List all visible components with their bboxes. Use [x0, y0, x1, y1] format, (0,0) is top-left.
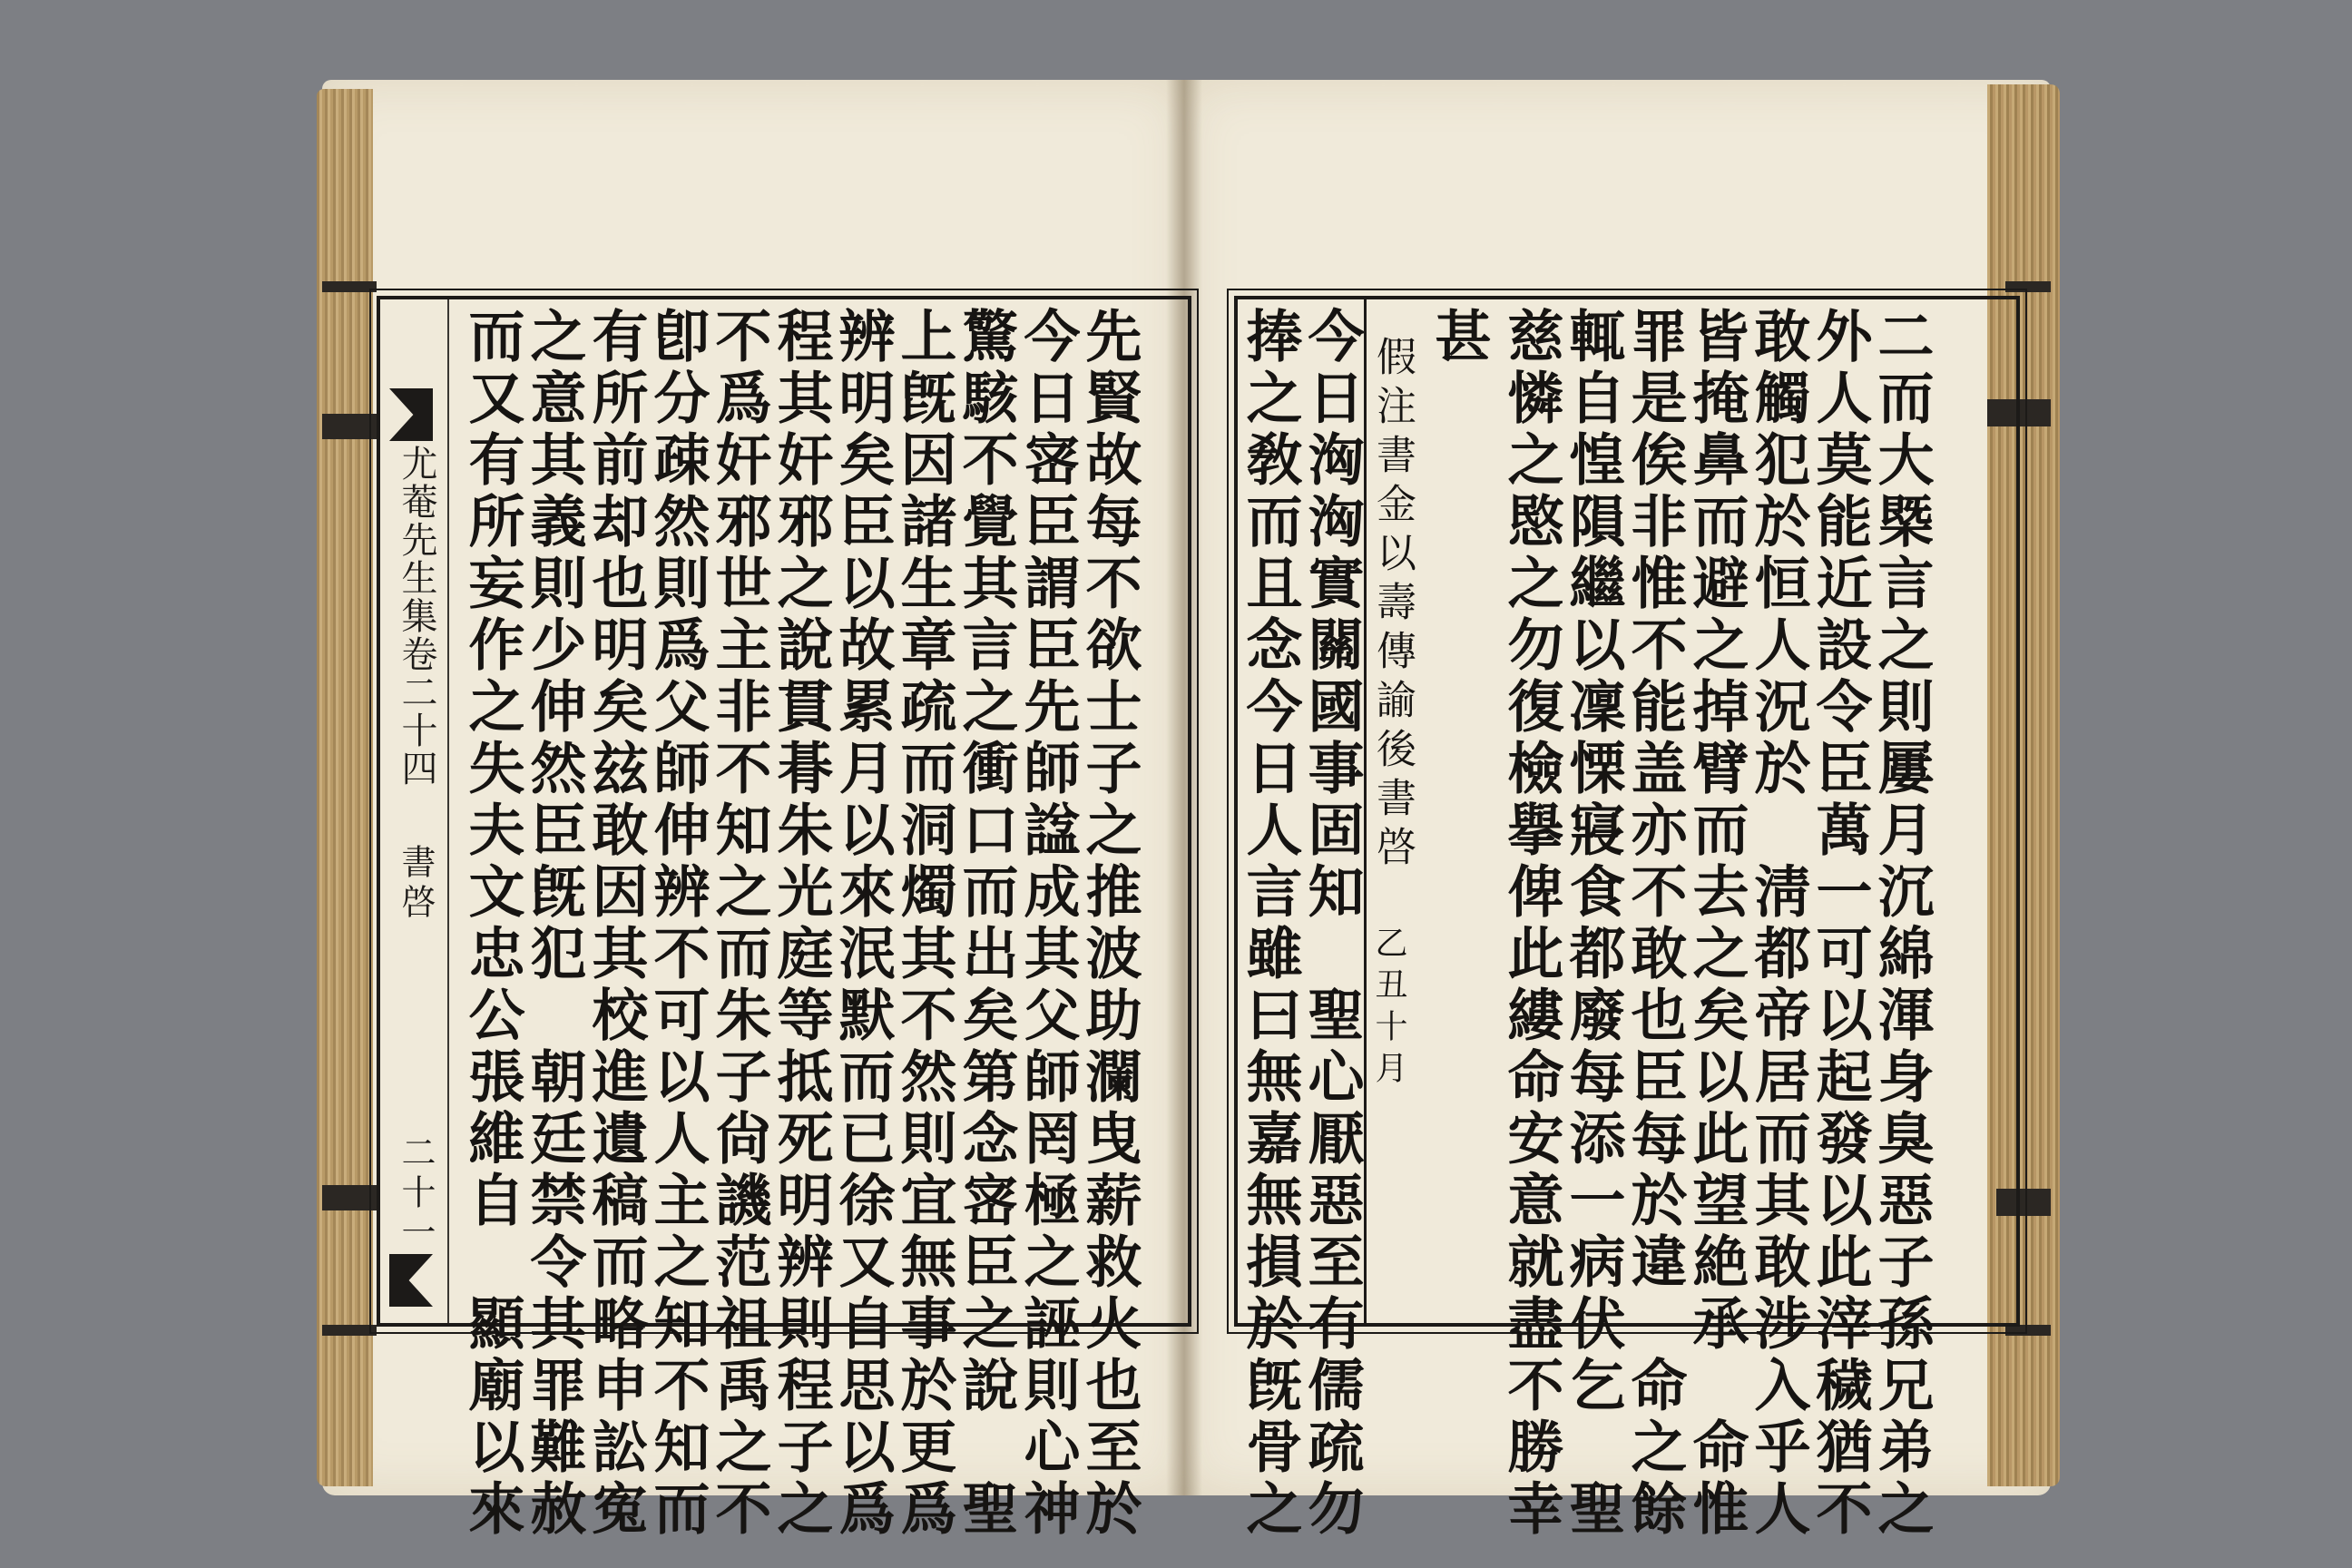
text-column: 而又有所妄作之失夫文忠公張維自 顯廟以來: [459, 307, 525, 1541]
boxed-text-column: 捧之敎而且念今日人言雖曰無嘉無損於旣骨之: [1237, 307, 1303, 1541]
left-text-frame: [377, 296, 1191, 1541]
text-column: 有所前却也明矣玆敢因其校進遺稿而略申訟寃: [583, 307, 649, 1541]
text-column: 罪是俟非惟不能盖亦不敢也臣每於違 命之餘: [1622, 307, 1688, 1541]
text-column: 甚: [1426, 307, 1492, 368]
binding-thread: [322, 1325, 377, 1336]
left-page-edge: [317, 89, 373, 1486]
binding-thread: [2005, 281, 2051, 292]
right-text-frame: [1234, 296, 2020, 1541]
text-column: 今日宻臣謂臣先師諡成其父師罔極之誣則心神: [1014, 307, 1081, 1541]
letter-title: 假注書金以壽傳諭後書啓: [1369, 336, 1416, 875]
text-column: 慈憐之愍之勿復檢擧俾此縷命安意就盡不勝幸: [1498, 307, 1564, 1541]
collection-title: 尤菴先生集卷二十四: [396, 445, 437, 788]
text-column: 驚駭不覺其言之衝口而出矣第念宻臣之說 聖: [953, 307, 1019, 1541]
text-column: 先賢故每不欲士子之推波助瀾曳薪救火也至於: [1076, 307, 1142, 1541]
text-column: 程其奸邪之說貫朞朱光庭等抵死明辨則程子之: [768, 307, 834, 1541]
letter-date: 乙丑十月: [1370, 926, 1407, 1093]
text-column: 不爲奸邪世主非不知之而朱子尙譏范祖禹之不: [706, 307, 772, 1541]
text-column: 二而大槩言之則屢月沉綿渾身臭惡子孫兄弟之: [1868, 307, 1935, 1541]
center-column-rule: [447, 299, 449, 1323]
binding-thread: [322, 414, 377, 439]
section-label: 書啓: [396, 844, 436, 924]
text-column: 皆掩鼻而避之掉臂而去之矣以此望絶承 命惟: [1683, 307, 1749, 1541]
text-column: 上旣因諸生章疏而洞燭其不然則宜無事於更爲: [891, 307, 957, 1541]
text-column: 卽分疎然則爲父師伸辨不可以人主之知不知而: [644, 307, 710, 1541]
text-column: 辨明矣臣以故累月以來泯默而已徐又自思以爲: [829, 307, 896, 1541]
page-number: 二十一: [396, 1134, 436, 1254]
text-column: 外人莫能近設令臣萬一可以起發以此滓穢猶不: [1807, 307, 1873, 1541]
binding-thread: [322, 281, 377, 292]
binding-thread: [322, 1185, 377, 1210]
fish-tail-mark-top: [389, 388, 433, 441]
fish-tail-mark-bottom: [389, 1254, 433, 1307]
text-column: 輒自惶隕繼以凜慄寢食都廢每添一病伏乞 聖: [1560, 307, 1626, 1541]
open-book: [322, 80, 2051, 1541]
text-column: 敢觸犯於恒人況於 淸都帝居而其敢涉入乎人: [1745, 307, 1811, 1541]
text-column: 之意其義則少伸然臣旣犯 朝廷禁令其罪難赦: [521, 307, 587, 1541]
boxed-text-column: 今日洶洶實關國事固知 聖心厭惡至有儒疏勿: [1298, 307, 1365, 1541]
